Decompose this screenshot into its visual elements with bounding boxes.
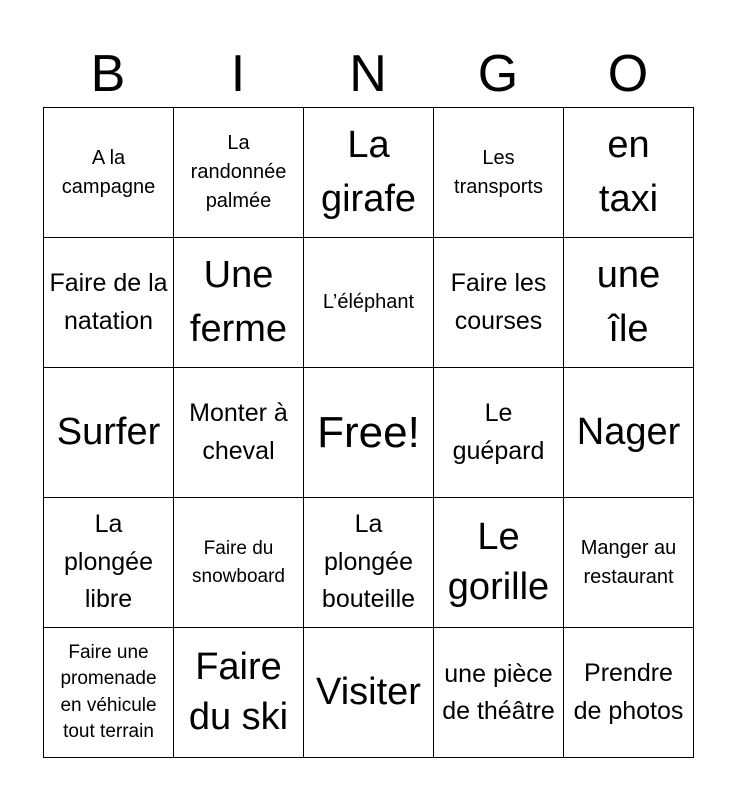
- cell-text: Manger au restaurant: [580, 536, 677, 588]
- bingo-cell[interactable]: [44, 238, 174, 368]
- header-letter-g: G: [477, 45, 519, 103]
- bingo-cell[interactable]: [434, 368, 564, 498]
- header-letter-b: B: [90, 45, 126, 103]
- cell-text: Faire les courses: [450, 269, 547, 335]
- bingo-cell[interactable]: [434, 628, 564, 758]
- cell-text: Faire du ski: [188, 646, 289, 738]
- bingo-cell[interactable]: [44, 108, 174, 238]
- bingo-cell[interactable]: [564, 238, 694, 368]
- bingo-cell[interactable]: [564, 368, 694, 498]
- cell-text: Nager: [576, 410, 681, 453]
- cell-text: Surfer: [56, 410, 161, 453]
- bingo-cell[interactable]: [304, 498, 434, 628]
- bingo-cell[interactable]: [434, 238, 564, 368]
- bingo-cell[interactable]: [174, 498, 304, 628]
- cell-text: Faire du snowboard: [192, 537, 285, 587]
- bingo-cell[interactable]: [174, 108, 304, 238]
- bingo-cell[interactable]: [434, 498, 564, 628]
- cell-text: La randonnée palmée: [190, 132, 287, 212]
- bingo-cell[interactable]: [304, 108, 434, 238]
- cell-text: Visiter: [316, 670, 421, 713]
- bingo-cell[interactable]: [44, 498, 174, 628]
- header-letter-n: N: [349, 45, 387, 103]
- bingo-cell[interactable]: [44, 628, 174, 758]
- bingo-cell[interactable]: [564, 628, 694, 758]
- bingo-cell[interactable]: [174, 628, 304, 758]
- bingo-cell[interactable]: [174, 238, 304, 368]
- cell-text: Le gorille: [447, 516, 550, 608]
- cell-text: Une ferme: [189, 253, 288, 350]
- cell-text: Faire de la natation: [49, 269, 168, 335]
- cell-text: Prendre de photos: [573, 659, 684, 725]
- header-letter-o: O: [607, 45, 649, 103]
- cell-text: L’éléphant: [322, 291, 415, 313]
- bingo-board: [43, 107, 694, 758]
- bingo-cell[interactable]: [434, 108, 564, 238]
- cell-text: Les transports: [454, 146, 543, 198]
- bingo-cell[interactable]: [44, 368, 174, 498]
- cell-text: Monter à cheval: [189, 399, 288, 465]
- header-letter-i: I: [230, 45, 246, 103]
- bingo-cell[interactable]: [304, 368, 434, 498]
- cell-text: une île: [596, 253, 661, 350]
- cell-text: une pièce de théâtre: [442, 660, 555, 725]
- cell-text: Le guépard: [452, 399, 545, 465]
- bingo-cell[interactable]: [304, 628, 434, 758]
- cell-text: La plongée bouteille: [321, 510, 416, 614]
- cell-text: La girafe: [320, 123, 417, 220]
- bingo-cell[interactable]: [174, 368, 304, 498]
- cell-text: A la campagne: [61, 146, 156, 198]
- bingo-cell[interactable]: [564, 498, 694, 628]
- cell-text: La plongée libre: [64, 510, 153, 614]
- bingo-header: [43, 40, 693, 108]
- cell-text: Free!: [317, 408, 420, 457]
- bingo-cell[interactable]: [304, 238, 434, 368]
- cell-text: en taxi: [598, 123, 659, 220]
- bingo-cell[interactable]: [564, 108, 694, 238]
- cell-text: Faire une promenade en véhicule tout terrain: [60, 642, 157, 742]
